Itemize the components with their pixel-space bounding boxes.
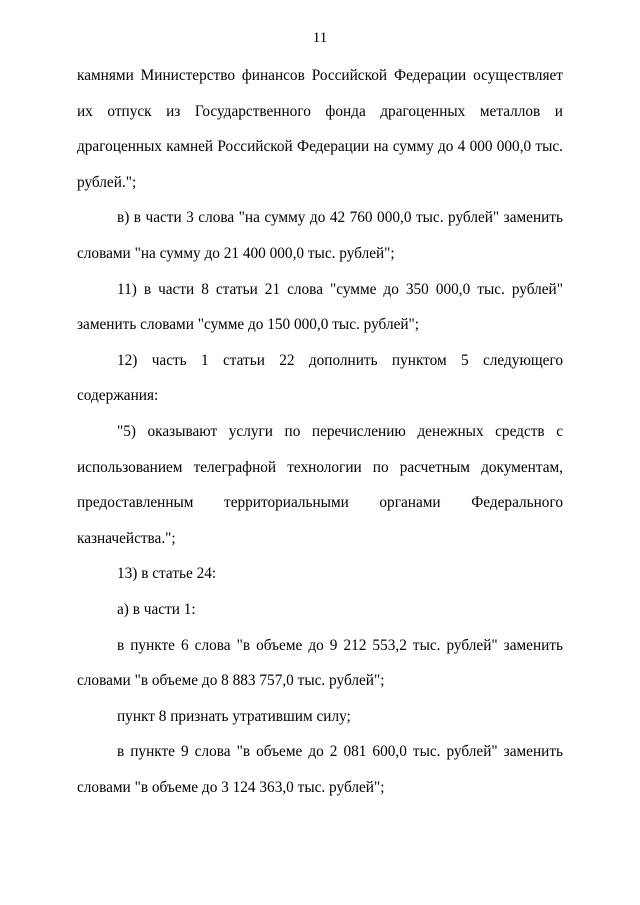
paragraph-item-12: 12) часть 1 статьи 22 дополнить пунктом 5 следующего содержания: [77,351,563,405]
paragraph-continuation: камнями Министерство финансов Российской Федерации осуществляет их отпуск из Государственного фонда драгоценных металлов и драгоценных камней Российской Федерации на сумму до 4 000 000,0 тыс. рублей."; [77,67,563,191]
paragraph-item-v: в) в части 3 слова "на сумму до 42 760 000,0 тыс. рублей" заменить словами "на сумму до 21 400 000,0 тыс. рублей"; [77,209,563,262]
paragraph-quoted-item-5: "5) оказывают услуги по перечислению денежных средств с использованием телеграфной технологии по расчетным документам, предоставленным территориальными органами Федерального казначейства."; [77,422,563,547]
paragraph-point-8: пункт 8 признать утратившим силу; [117,707,351,725]
paragraph-item-11: 11) в части 8 статьи 21 слова "сумме до 350 000,0 тыс. рублей" заменить словами "сумме до 150 000,0 тыс. рублей"; [77,280,563,334]
paragraph-point-9: в пункте 9 слова "в объеме до 2 081 600,0 тыс. рублей" заменить словами "в объеме до 3 124 363,0 тыс. рублей"; [77,743,563,796]
paragraph-point-6: в пункте 6 слова "в объеме до 9 212 553,2 тыс. рублей" заменить словами "в объеме до 8 883 757,0 тыс. рублей"; [77,636,563,690]
paragraph-item-13: 13) в статье 24: [117,565,217,583]
page-number: 11 [312,30,328,46]
paragraph-subitem-a: а) в части 1: [117,600,196,618]
document-body [77,58,563,805]
